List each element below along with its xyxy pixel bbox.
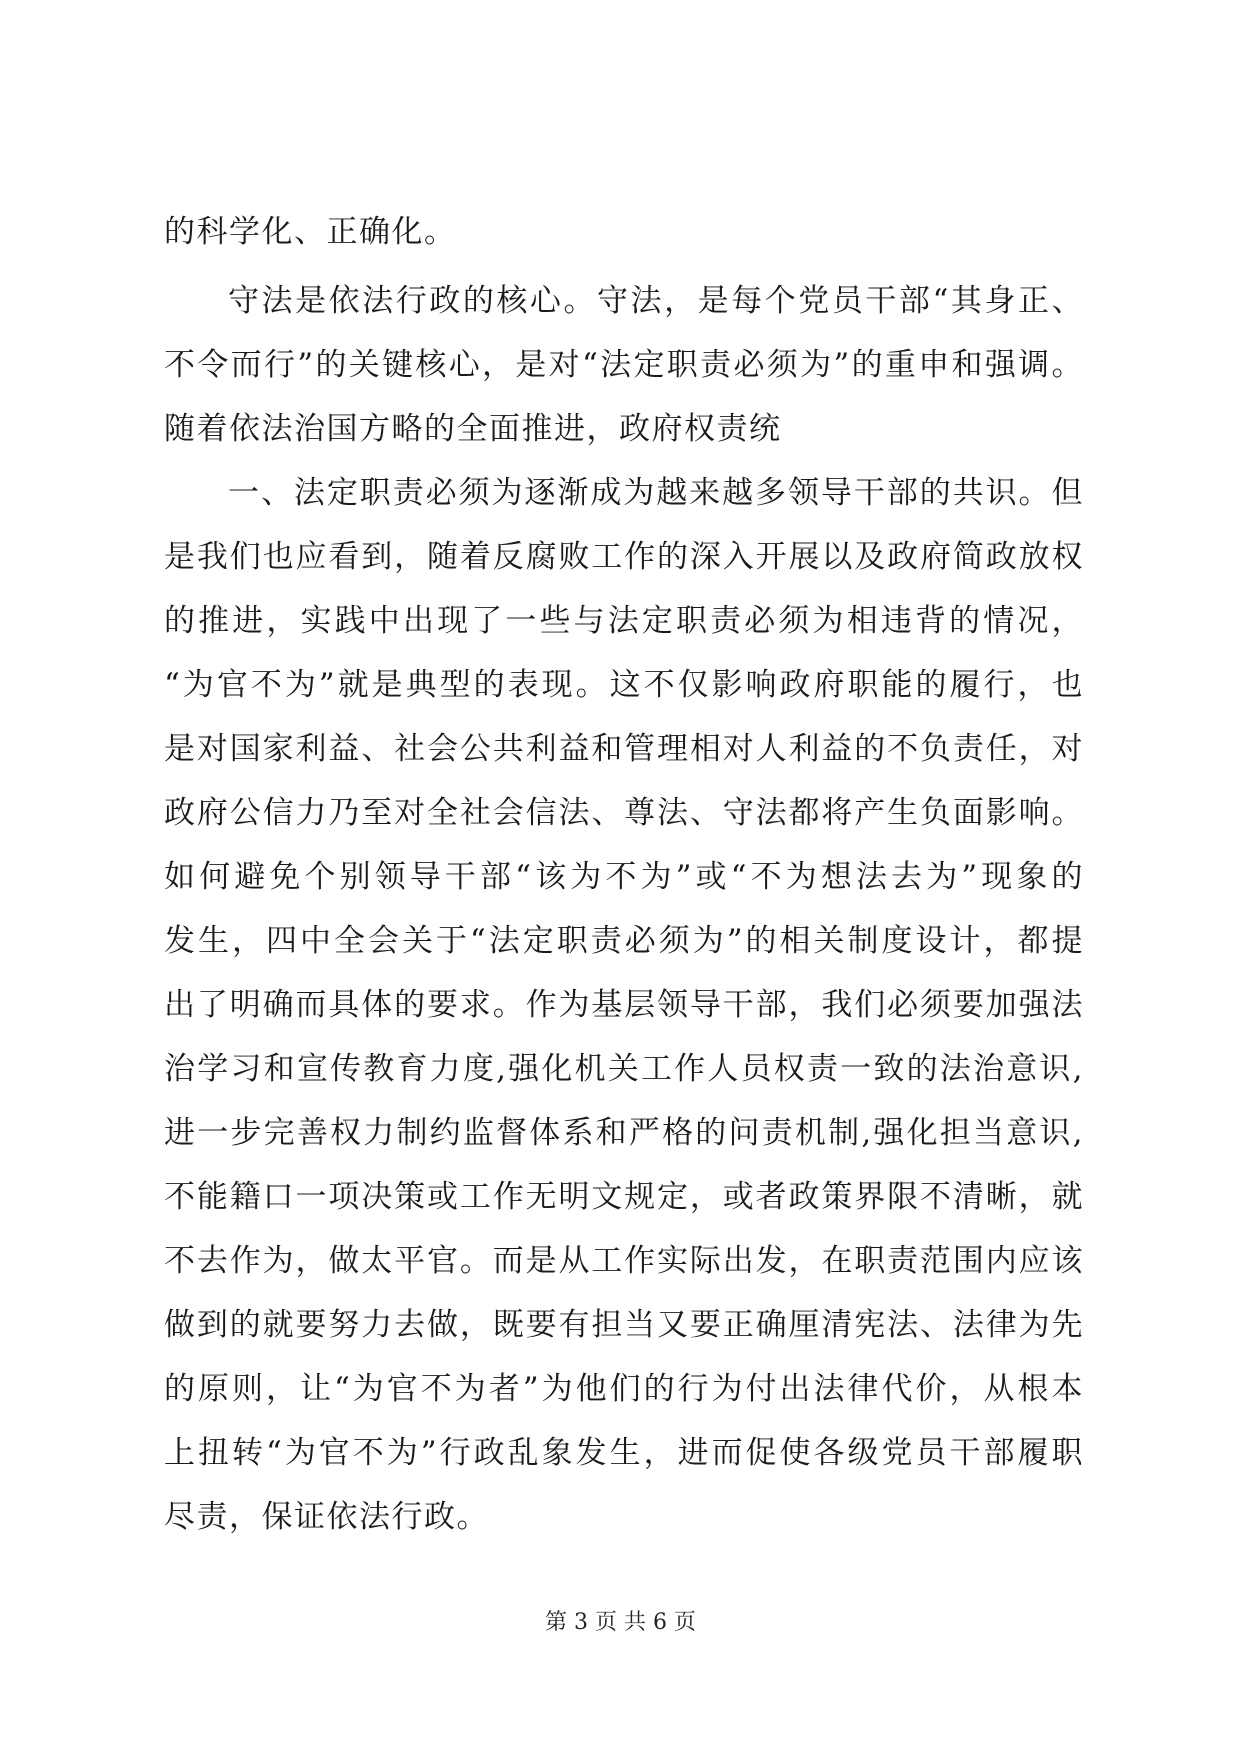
document-body (164, 200, 1084, 1549)
paragraph-continuation (164, 200, 1084, 264)
text-line: 进一步完善权力制约监督体系和严格的问责机制,强化担当意识, (164, 1115, 1084, 1151)
text-line: 的推进，实践中出现了一些与法定职责必须为相违背的情况， (164, 603, 1084, 639)
text-line: 守法是依法行政的核心。守法，是每个党员干部“其身正、 (228, 283, 1084, 319)
text-line: 不去作为，做太平官。而是从工作实际出发，在职责范围内应该 (164, 1243, 1084, 1279)
text-line: 是我们也应看到，随着反腐败工作的深入开展以及政府简政放权 (164, 539, 1084, 575)
text-line: 治学习和宣传教育力度,强化机关工作人员权责一致的法治意识, (164, 1051, 1084, 1087)
text-line: 不令而行”的关键核心，是对“法定职责必须为”的重申和强调。 (164, 347, 1084, 383)
text-line: 上扭转“为官不为”行政乱象发生，进而促使各级党员干部履职 (164, 1435, 1084, 1471)
text-line: 政府公信力乃至对全社会信法、尊法、守法都将产生负面影响。 (164, 795, 1084, 831)
text-line: 不能籍口一项决策或工作无明文规定，或者政策界限不清晰，就 (164, 1179, 1084, 1215)
text-line: 的原则，让“为官不为者”为他们的行为付出法律代价，从根本 (164, 1371, 1084, 1407)
text-line: 做到的就要努力去做，既要有担当又要正确厘清宪法、法律为先 (164, 1307, 1084, 1343)
paragraph-section-one (164, 461, 1084, 1549)
page-number-footer: 第 3 页 共 6 页 (545, 1610, 696, 1635)
paragraph-law-abiding (164, 269, 1084, 461)
text-line: 的科学化、正确化。 (164, 214, 457, 250)
text-line: 出了明确而具体的要求。作为基层领导干部，我们必须要加强法 (164, 987, 1084, 1023)
text-line: 随着依法治国方略的全面推进，政府权责统 (164, 411, 782, 447)
text-line: “为官不为”就是典型的表现。这不仅影响政府职能的履行，也 (164, 667, 1084, 703)
text-line: 是对国家利益、社会公共利益和管理相对人利益的不负责任，对 (164, 731, 1084, 767)
text-line: 发生，四中全会关于“法定职责必须为”的相关制度设计，都提 (164, 923, 1084, 959)
text-line: 如何避免个别领导干部“该为不为”或“不为想法去为”现象的 (164, 859, 1084, 895)
text-line: 一、法定职责必须为逐渐成为越来越多领导干部的共识。但 (228, 475, 1084, 511)
text-line: 尽责，保证依法行政。 (164, 1499, 489, 1535)
